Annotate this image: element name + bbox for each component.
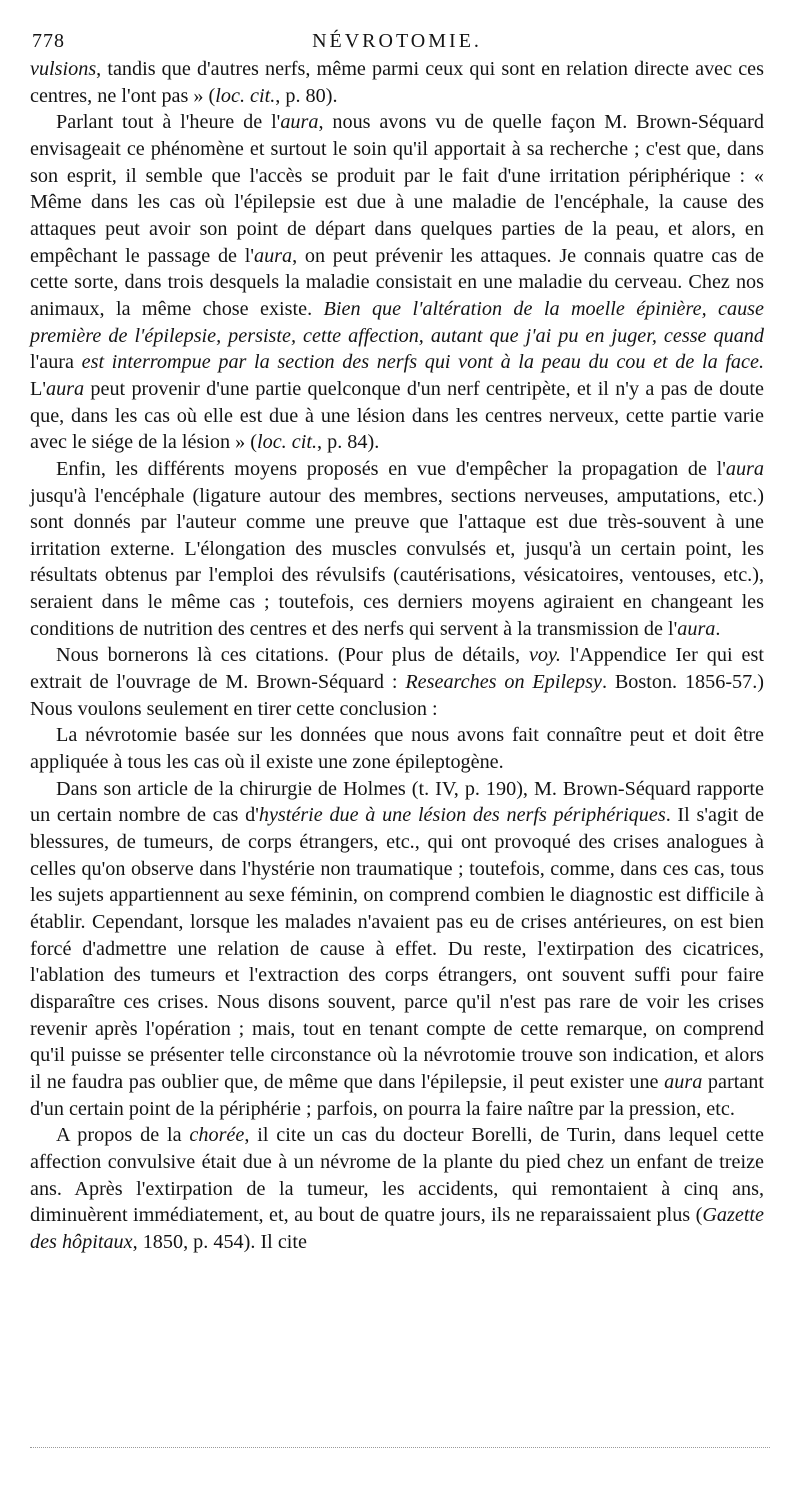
- italic-run: aura: [664, 1070, 703, 1093]
- text-run: L': [30, 377, 46, 400]
- paragraph: [30, 56, 764, 109]
- text-run: Nous bornerons là ces citations. (Pour plus de détails,: [56, 644, 529, 667]
- text-run: , il cite un cas du docteur Borelli, de Turin, dans lequel cette affection convulsive était due à un névrome de la plante du pied chez un enfant de treize ans. Après l'extirpation de la tumeur, les accidents, qui remontaient à cinq ans, diminuèrent immédiatement, et, au bout de quatre jours, ils ne reparaissaient plus (: [30, 1124, 764, 1227]
- text-run: partant d'un certain point de la périphérie ; parfois, on pourra la faire naître par la pression, etc.: [30, 1070, 764, 1120]
- italic-run: Researches on Epilepsy: [405, 671, 602, 694]
- text-run: peut provenir d'une partie quelconque d'un nerf centripète, et il n'y a pas de doute que, dans les cas où elle est due à une lésion dans les centres nerveux, cette partie varie avec le siége de la lésion » (: [30, 377, 764, 454]
- text-run: , 1850, p. 454). Il cite: [132, 1230, 307, 1253]
- italic-run: loc. cit.: [257, 431, 317, 454]
- footer-divider: [30, 1447, 770, 1448]
- paragraph: [30, 776, 764, 1123]
- text-run: La névrotomie basée sur les données que nous avons fait connaître peut et doit être appliquée à tous les cas où il existe une zone épileptogène.: [30, 724, 764, 774]
- text-run: Parlant tout à l'heure de l': [56, 111, 281, 134]
- italic-run: aura: [280, 111, 319, 134]
- italic-run: aura: [677, 617, 716, 640]
- text-run: . Boston. 1856-57.) Nous voulons seulement en tirer cette conclusion :: [30, 671, 765, 720]
- body-text: [30, 56, 764, 1256]
- book-page: [30, 26, 764, 1256]
- text-run: A propos de la: [56, 1124, 190, 1147]
- text-run: l'Appendice Ier qui est extrait de l'ouvrage de M. Brown-Séquard :: [30, 644, 764, 694]
- text-run: , p. 84).: [317, 431, 380, 454]
- text-run: .: [715, 617, 721, 640]
- paragraph: [30, 456, 764, 643]
- italic-run: voy.: [528, 644, 561, 667]
- italic-run: Bien que l'altération de la moelle épinière, cause première de l'épilepsie, persiste, cette affection, autant que j'ai pu en juger, cesse quand: [30, 297, 764, 347]
- text-run: . Il s'agit de blessures, de tumeurs, de corps étrangers, etc., qui ont provoqué des crises analogues à celles qu'on observe dans l'hystérie non traumatique ; toutefois, comme, dans ces cas, tous les sujets appartiennent au sexe féminin, on comprend combien le diagnostic est difficile à établir. Cependant, lorsque les malades n'avaient pas eu de crises antérieures, on est bien forcé d'admettre une relation de cause à effet. Du reste, l'extirpation des cicatrices, l'ablation des tumeurs et l'extraction des corps étrangers, ont souvent suffi pour faire disparaître ces crises. Nous disons souvent, parce qu'il n'est pas rare de voir les crises revenir après l'opération ; mais, tout en tenant compte de cette remarque, on comprend qu'il puisse se présenter telle circonstance où la névrotomie trouve son indication, et alors il ne faudra pas oublier que, de même que dans l'épilepsie, il peut exister une: [30, 804, 764, 1093]
- paragraph: [30, 722, 764, 775]
- italic-run: hystérie due à une lésion des nerfs périphériques: [258, 804, 666, 827]
- text-run: , nous avons vu de quelle façon M. Brown-Séquard envisageait ce phénomène et surtout le soin qu'il apportait à sa recherche ; c'est que, dans son esprit, il semble que l'accès se produit par le fait d'une irritation périphérique : « Même dans les cas où l'épilepsie est due à une maladie de l'encéphale, la cause des attaques peut avoir son point de départ dans quelques parties de la peau, et alors, en empêchant le passage de l': [30, 111, 764, 267]
- paragraph: [30, 1122, 764, 1255]
- text-run: l'aura: [30, 351, 82, 374]
- text-run: Enfin, les différents moyens proposés en vue d'empêcher la propagation de l': [56, 457, 726, 480]
- italic-run: chorée: [189, 1124, 245, 1147]
- running-title: NÉVROTOMIE.: [312, 30, 482, 52]
- italic-run: Gazette des hôpitaux: [30, 1204, 764, 1253]
- text-run: , on peut prévenir les attaques. Je connais quatre cas de cette sorte, dans trois desquels la maladie consistait en une maladie du cerveau. Chez nos animaux, la même chose existe.: [30, 244, 764, 320]
- running-head: [30, 26, 764, 56]
- text-run: Dans son article de la chirurgie de Holmes (t. IV, p. 190), M. Brown-Séquard rapporte un certain nombre de cas d': [30, 777, 764, 827]
- italic-run: aura: [45, 377, 85, 400]
- paragraph: [30, 642, 764, 722]
- italic-run: loc. cit.: [215, 84, 276, 107]
- text-run: , p. 80).: [275, 84, 338, 107]
- italic-run: aura: [253, 244, 293, 267]
- italic-run: est interrompue par la section des nerfs qui vont à la peau du cou et de la face.: [81, 351, 764, 374]
- text-run: , tandis que d'autres nerfs, même parmi ceux qui sont en relation directe avec ces centres, ne l'ont pas » (: [30, 58, 764, 107]
- italic-run: vulsions: [30, 58, 97, 80]
- italic-run: aura: [725, 457, 764, 480]
- paragraph: [30, 109, 764, 456]
- page-number: 778: [32, 30, 65, 52]
- text-run: jusqu'à l'encéphale (ligature autour des membres, sections nerveuses, amputations, etc.) sont donnés par l'auteur comme une preuve que l'attaque est due très-souvent à une irritation externe. L'élongation des muscles convulsés et, jusqu'à un certain point, les résultats obtenus par l'emploi des révulsifs (cautérisations, vésicatoires, ventouses, etc.), seraient dans le même cas ; toutefois, ces derniers moyens agiraient en changeant les conditions de nutrition des centres et des nerfs qui servent à la transmission de l': [30, 484, 764, 640]
